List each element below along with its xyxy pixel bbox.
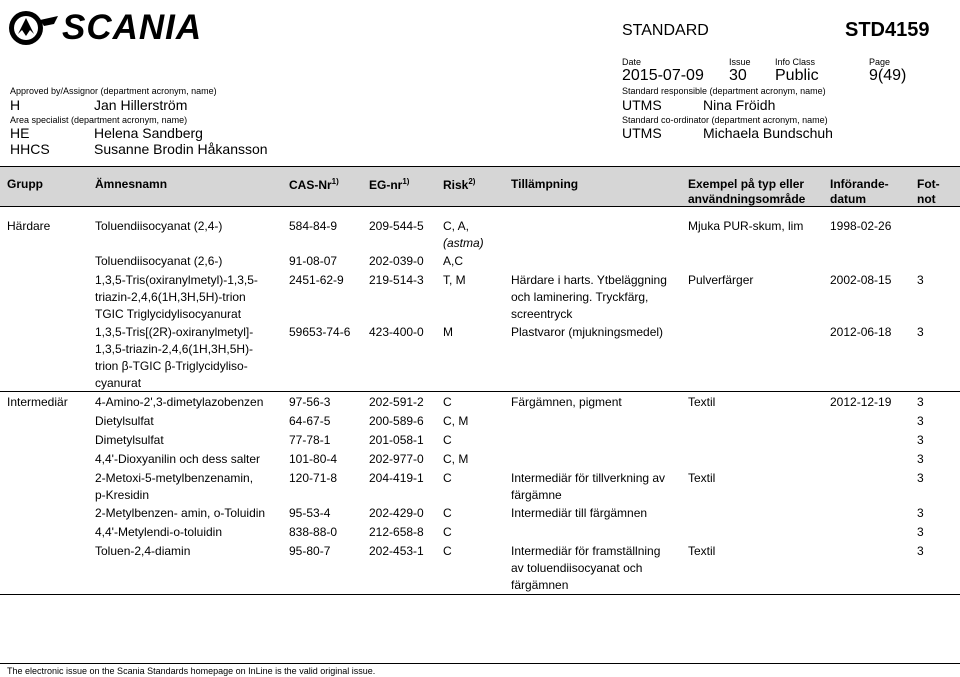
footnote-cell: 3 bbox=[917, 525, 924, 539]
col-application-header: Tillämpning bbox=[511, 177, 579, 191]
substance-cell: 2-Metoxi-5-metylbenzenamin, bbox=[95, 471, 254, 485]
eg-cell: 201-058-1 bbox=[369, 433, 424, 447]
date-label: Date bbox=[622, 57, 642, 67]
application-cell: Intermediär för framställning bbox=[511, 544, 661, 558]
example-cell: Textil bbox=[688, 395, 716, 409]
eg-cell: 202-039-0 bbox=[369, 254, 424, 268]
footnote-cell: 3 bbox=[917, 273, 924, 287]
eg-cell: 202-977-0 bbox=[369, 452, 424, 466]
footnote-cell: 3 bbox=[917, 325, 924, 339]
cas-cell: 584-84-9 bbox=[289, 219, 338, 233]
col-risk-header: Risk$^{2)}$ bbox=[443, 177, 476, 192]
col-example-header: Exempel på typ eller bbox=[688, 177, 805, 191]
std-responsible-label: Standard responsible (department acronym, name) bbox=[622, 86, 826, 96]
page-label: Page bbox=[869, 57, 891, 67]
risk-cell: T, M bbox=[443, 273, 466, 287]
risk-cell: C bbox=[443, 433, 452, 447]
cas-cell: 64-67-5 bbox=[289, 414, 331, 428]
cas-cell: 97-56-3 bbox=[289, 395, 331, 409]
table-bottom-border bbox=[0, 594, 960, 595]
col-intro-date-header: Införande- bbox=[830, 177, 889, 191]
application-cell: av toluendiisocyanat och bbox=[511, 561, 643, 575]
risk-cell: C, M bbox=[443, 452, 469, 466]
intro-date-cell: 2002-08-15 bbox=[830, 273, 892, 287]
cas-cell: 120-71-8 bbox=[289, 471, 338, 485]
footnote-cell: 3 bbox=[917, 414, 924, 428]
footnote-cell: 3 bbox=[917, 395, 924, 409]
application-cell: färgämne bbox=[511, 488, 562, 502]
substance-cell: trion β-TGIC β-Triglycidyliso- bbox=[95, 359, 248, 373]
cas-cell: 91-08-07 bbox=[289, 254, 338, 268]
approver-dept: H bbox=[10, 97, 21, 113]
cas-cell: 77-78-1 bbox=[289, 433, 331, 447]
eg-cell: 202-453-1 bbox=[369, 544, 424, 558]
col-footnote-header: Fot- bbox=[917, 177, 940, 191]
substance-cell: 4,4'-Metylendi-o-toluidin bbox=[95, 525, 223, 539]
risk-cell: C bbox=[443, 395, 452, 409]
date-value: 2015-07-09 bbox=[622, 67, 704, 84]
risk-cell: C, A, bbox=[443, 219, 470, 233]
substance-cell: 2-Metylbenzen- amin, o-Toluidin bbox=[95, 506, 266, 520]
substance-cell: Dimetylsulfat bbox=[95, 433, 164, 447]
issue-label: Issue bbox=[729, 57, 751, 67]
issue-value: 30 bbox=[729, 67, 747, 84]
info-class-label: Info Class bbox=[775, 57, 816, 67]
substance-cell: 4-Amino-2',3-dimetylazobenzen bbox=[95, 395, 264, 409]
substance-cell: 1,3,5-triazin-2,4,6(1H,3H,5H)- bbox=[95, 342, 254, 356]
griffin-emblem-icon bbox=[4, 8, 60, 48]
intro-date-cell: 1998-02-26 bbox=[830, 219, 892, 233]
eg-cell: 423-400-0 bbox=[369, 325, 424, 339]
cas-cell: 59653-74-6 bbox=[289, 325, 351, 339]
cas-cell: 101-80-4 bbox=[289, 452, 338, 466]
risk-cell: A,C bbox=[443, 254, 464, 268]
footnote-cell: 3 bbox=[917, 506, 924, 520]
substance-cell: p-Kresidin bbox=[95, 488, 150, 502]
substance-cell: 1,3,5-Tris[(2R)-oxiranylmetyl]- bbox=[95, 325, 254, 339]
group-divider bbox=[0, 391, 960, 392]
brand-wordmark: SCANIA bbox=[62, 8, 203, 47]
footnote-cell: 3 bbox=[917, 471, 924, 485]
table-top-border bbox=[0, 166, 960, 167]
coordinator-name: Michaela Bundschuh bbox=[703, 125, 833, 141]
table-header-border bbox=[0, 206, 960, 207]
info-class-value: Public bbox=[775, 67, 819, 84]
group-cell: Intermediär bbox=[7, 395, 68, 409]
eg-cell: 202-591-2 bbox=[369, 395, 424, 409]
specialist-name: Susanne Brodin Håkansson bbox=[94, 141, 268, 157]
std-coordinator-label: Standard co-ordinator (department acronym, name) bbox=[622, 115, 828, 125]
specialist-dept: HE bbox=[10, 125, 30, 141]
application-cell: screentryck bbox=[511, 307, 573, 321]
substance-cell: Toluendiisocyanat (2,6-) bbox=[95, 254, 223, 268]
group-cell: Härdare bbox=[7, 219, 51, 233]
responsible-name: Nina Fröidh bbox=[703, 97, 776, 113]
area-specialist-label: Area specialist (department acronym, name) bbox=[10, 115, 188, 125]
col-example-header: användningsområde bbox=[688, 192, 806, 206]
application-cell: Färgämnen, pigment bbox=[511, 395, 622, 409]
specialist-dept: HHCS bbox=[10, 141, 50, 157]
doc-type: STANDARD bbox=[622, 22, 709, 39]
example-cell: Mjuka PUR-skum, lim bbox=[688, 219, 804, 233]
approved-by-label: Approved by/Assignor (department acronym, name) bbox=[10, 86, 217, 96]
substance-cell: Toluendiisocyanat (2,4-) bbox=[95, 219, 223, 233]
cas-cell: 95-80-7 bbox=[289, 544, 331, 558]
example-cell: Pulverfärger bbox=[688, 273, 754, 287]
application-cell: Härdare i harts. Ytbeläggning bbox=[511, 273, 667, 287]
intro-date-cell: 2012-12-19 bbox=[830, 395, 892, 409]
substance-cell: TGIC Triglycidylisocyanurat bbox=[95, 307, 242, 321]
footnote-cell: 3 bbox=[917, 433, 924, 447]
application-cell: Plastvaror (mjukningsmedel) bbox=[511, 325, 664, 339]
coordinator-dept: UTMS bbox=[622, 125, 662, 141]
eg-cell: 219-514-3 bbox=[369, 273, 424, 287]
approver-name: Jan Hillerström bbox=[94, 97, 188, 113]
risk-cell: C bbox=[443, 471, 452, 485]
page-value: 9(49) bbox=[869, 67, 907, 84]
col-intro-date-header: datum bbox=[830, 192, 866, 206]
risk-cell: C bbox=[443, 525, 452, 539]
cas-cell: 838-88-0 bbox=[289, 525, 338, 539]
substance-cell: Toluen-2,4-diamin bbox=[95, 544, 191, 558]
eg-cell: 200-589-6 bbox=[369, 414, 424, 428]
risk-cell: C, M bbox=[443, 414, 469, 428]
cas-cell: 2451-62-9 bbox=[289, 273, 344, 287]
col-cas-header: CAS-Nr$^{1)}$ bbox=[289, 177, 339, 192]
footer-note: The electronic issue on the Scania Standards homepage on InLine is the valid original issue. bbox=[7, 666, 376, 676]
specialist-name: Helena Sandberg bbox=[94, 125, 203, 141]
risk-cell: (astma) bbox=[443, 236, 484, 250]
eg-cell: 212-658-8 bbox=[369, 525, 424, 539]
eg-cell: 204-419-1 bbox=[369, 471, 424, 485]
substance-cell: cyanurat bbox=[95, 376, 142, 390]
footnote-cell: 3 bbox=[917, 544, 924, 558]
example-cell: Textil bbox=[688, 471, 716, 485]
application-cell: Intermediär för tillverkning av bbox=[511, 471, 666, 485]
doc-code: STD4159 bbox=[845, 19, 930, 41]
cas-cell: 95-53-4 bbox=[289, 506, 331, 520]
footer-divider bbox=[0, 663, 960, 664]
scania-logo bbox=[4, 8, 214, 48]
substance-cell: Dietylsulfat bbox=[95, 414, 154, 428]
col-footnote-header: not bbox=[917, 192, 936, 206]
col-eg-header: $EG-nr^{1)}$ bbox=[369, 177, 410, 192]
substance-cell: 1,3,5-Tris(oxiranylmetyl)-1,3,5- bbox=[95, 273, 258, 287]
col-substance-header: Ämnesnamn bbox=[95, 177, 168, 191]
intro-date-cell: 2012-06-18 bbox=[830, 325, 892, 339]
risk-cell: M bbox=[443, 325, 453, 339]
col-group-header: Grupp bbox=[7, 177, 43, 191]
application-cell: och laminering. Tryckfärg, bbox=[511, 290, 649, 304]
risk-cell: C bbox=[443, 544, 452, 558]
example-cell: Textil bbox=[688, 544, 716, 558]
application-cell: Intermediär till färgämnen bbox=[511, 506, 648, 520]
responsible-dept: UTMS bbox=[622, 97, 662, 113]
substance-cell: 4,4'-Dioxyanilin och dess salter bbox=[95, 452, 261, 466]
application-cell: färgämnen bbox=[511, 578, 569, 592]
eg-cell: 209-544-5 bbox=[369, 219, 424, 233]
footnote-cell: 3 bbox=[917, 452, 924, 466]
risk-cell: C bbox=[443, 506, 452, 520]
substance-cell: triazin-2,4,6(1H,3H,5H)-trion bbox=[95, 290, 246, 304]
eg-cell: 202-429-0 bbox=[369, 506, 424, 520]
